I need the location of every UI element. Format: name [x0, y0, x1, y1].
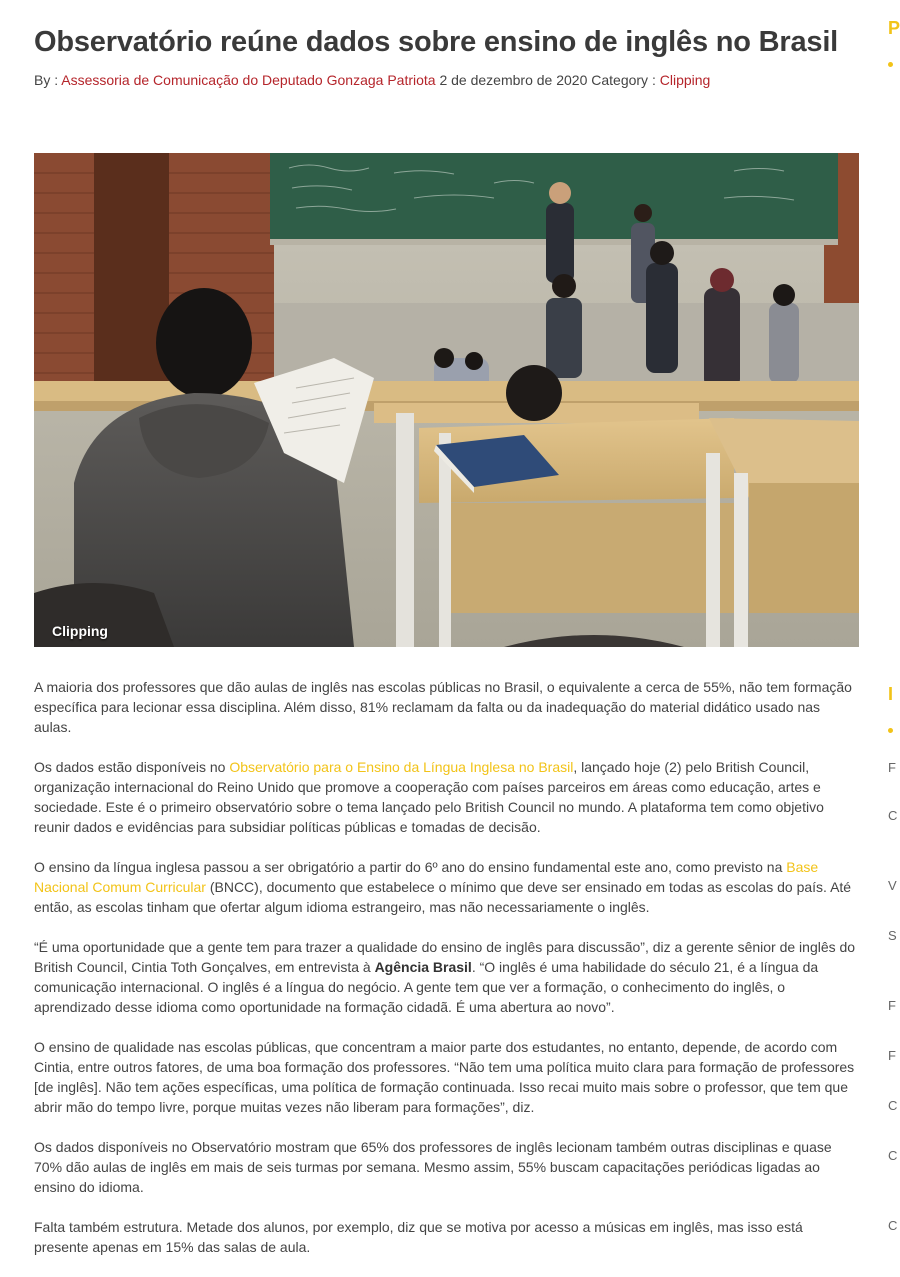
category-link[interactable]: Clipping	[659, 72, 711, 88]
paragraph: Os dados disponíveis no Observatório mostram que 65% dos professores de inglês lecionam também outras disciplinas e quase 70% dão aulas de inglês em mais de seis turmas por semana. Mesmo assim, 55% buscam capacitações periódicas ligadas ao ensino do idioma.	[34, 1139, 832, 1195]
paragraph: O ensino de qualidade nas escolas públicas, que concentram a maior parte dos estudantes, no entanto, depende, de acordo com Cintia, entre outros fatores, de uma boa formação dos professores. “Não tem uma política muito clara para formação de professores [de inglês]. Não tem ações específicas, uma política de formação continuada. Isso recai muito mais sobre o professor, que tem que abrir mão do tempo livre, porque muitas vezes não liberam para formações”, diz.	[34, 1039, 855, 1115]
classroom-photo	[34, 153, 859, 647]
paragraph: A maioria dos professores que dão aulas de inglês nas escolas públicas no Brasil, o equivalente a cerca de 55%, não tem formação específica para lecionar essa disciplina. Além disso, 81% reclamam da falta ou da inadequação do material didático usado nas aulas.	[34, 679, 852, 735]
sidebar-item[interactable]: S	[888, 928, 897, 943]
sidebar-item[interactable]: V	[888, 878, 897, 893]
paragraph	[34, 757, 860, 837]
sidebar-item[interactable]: C	[888, 1098, 898, 1113]
article-body	[34, 677, 860, 1277]
sidebar-item[interactable]: F	[888, 1048, 896, 1063]
paragraph-text: O ensino da língua inglesa passou a ser obrigatório a partir do 6º ano do ensino fundamental este ano, como previsto na	[34, 859, 787, 875]
heading-dot-icon	[888, 62, 893, 67]
category-label: Category :	[591, 72, 660, 88]
heading-dot-icon	[888, 728, 893, 733]
sidebar-heading: I	[888, 684, 894, 704]
paragraph: Falta também estrutura. Metade dos alunos, por exemplo, diz que se motiva por acesso a músicas em inglês, mas isso está presente apenas em 15% das salas de aula.	[34, 1219, 803, 1255]
observatorio-link[interactable]: Observatório para o Ensino da Língua Inglesa no Brasil	[229, 759, 574, 775]
paragraph-text: “É uma oportunidade que a gente tem para trazer a qualidade do ensino de inglês para discussão”, diz a gerente sênior de inglês do British Council, Cintia Toth Gonçalves, em entrevista à	[34, 939, 856, 975]
bncc-link[interactable]: Base Nacional Comum Curricular	[34, 859, 819, 895]
paragraph	[34, 937, 860, 1017]
featured-image	[34, 153, 859, 647]
article	[34, 0, 860, 1255]
article-meta	[34, 71, 860, 89]
image-caption: Clipping	[52, 623, 108, 639]
paragraph-text: , lançado hoje (2) pelo British Council, organização internacional do Reino Unido que promove a cooperação com países parceiros em áreas como educação, artes e sociedade. Este é o primeiro observatório sobre o tema lançado pelo British Council no mundo. A plataforma tem como objetivo reunir dados e evidências para subsidiar políticas públicas e tomadas de decisão.	[34, 759, 824, 835]
author-link[interactable]: Assessoria de Comunicação do Deputado Gonzaga Patriota	[61, 72, 436, 88]
sidebar-item[interactable]: C	[888, 1148, 898, 1163]
paragraph-text: (BNCC), documento que estabelece o mínimo que deve ser ensinado em todas as escolas do país. Até então, as escolas tinham que ofertar algum idioma estrangeiro, mas não necessariamente o inglês.	[34, 879, 852, 915]
sidebar-cropped	[880, 0, 900, 1276]
post-date: 2 de dezembro de 2020	[435, 72, 592, 88]
paragraph-text: . “O inglês é uma habilidade do século 21, é a língua da comunicação internacional. O inglês é a língua do negócio. A gente tem que ver a formação, o conhecimento do inglês, o aprendizado desse idioma como oportunidade na formação cidadã. É uma abertura ao novo”.	[34, 959, 819, 1015]
agencia-brasil-bold: Agência Brasil	[374, 959, 472, 975]
paragraph-text: Os dados estão disponíveis no	[34, 759, 230, 775]
paragraph	[34, 857, 860, 917]
sidebar-heading: P	[888, 18, 900, 38]
sidebar-item[interactable]: C	[888, 808, 898, 823]
sidebar-item[interactable]: C	[888, 1218, 898, 1233]
by-label: By :	[34, 72, 62, 88]
sidebar-item[interactable]: F	[888, 760, 896, 775]
sidebar-item[interactable]: F	[888, 998, 896, 1013]
article-title: Observatório reúne dados sobre ensino de inglês no Brasil	[34, 26, 839, 58]
